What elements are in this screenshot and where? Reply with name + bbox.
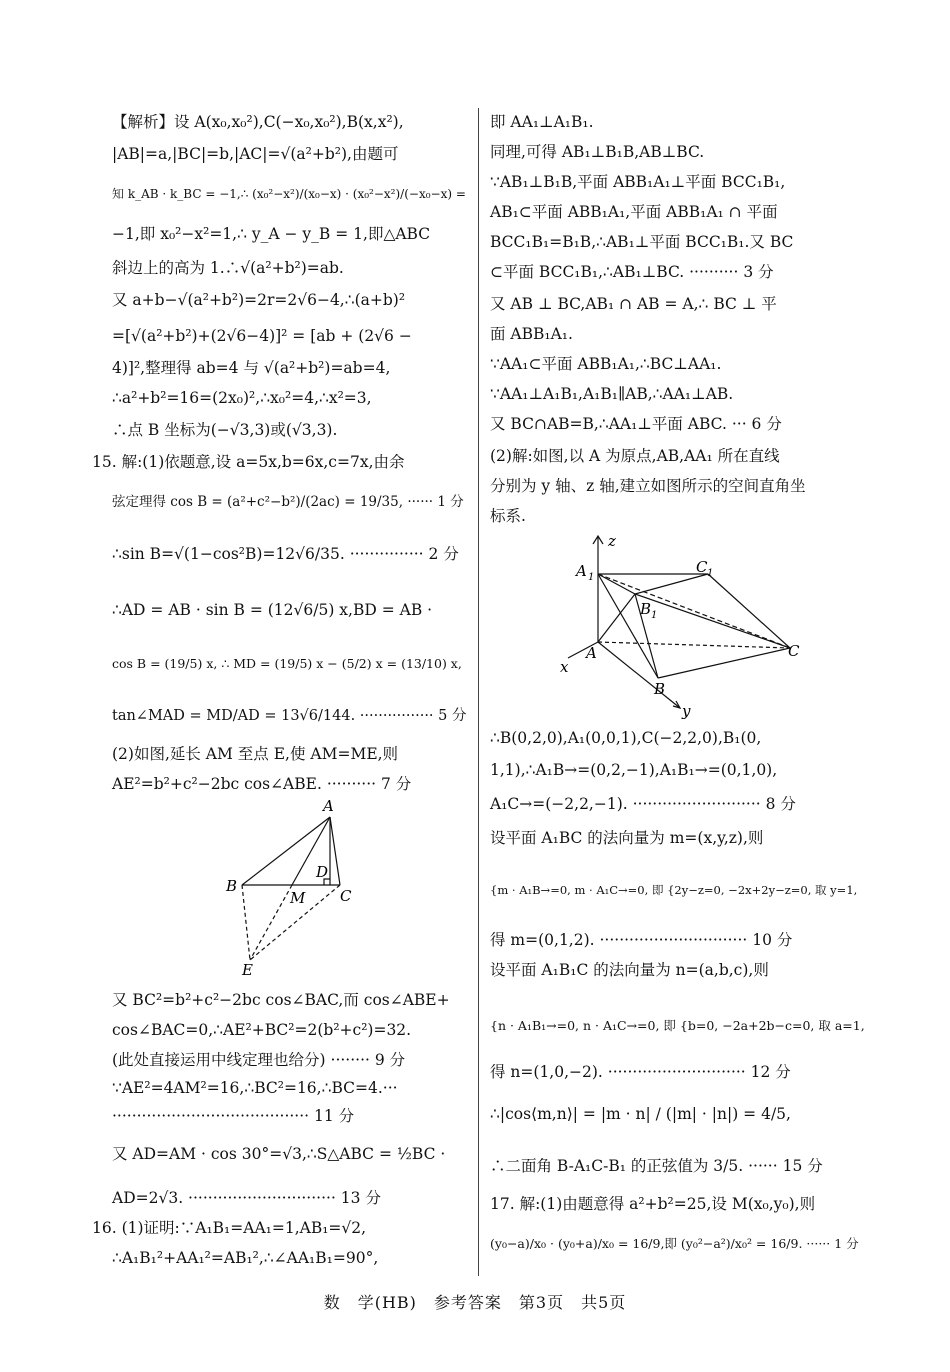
right-text-line: 设平面 A₁B₁C 的法向量为 n=(a,b,c),则 — [490, 961, 769, 979]
left-text-line: 斜边上的高为 1.∴√(a²+b²)=ab. — [112, 259, 344, 277]
left-text-line: ∴sin B=√(1−cos²B)=12√6/35. ··············· 2 分 — [112, 545, 459, 563]
right-text-line: AB₁⊂平面 ABB₁A₁,平面 ABB₁A₁ ∩ 平面 — [490, 203, 778, 221]
label-C: C — [788, 642, 800, 660]
left-text-line: 4)]²,整理得 ab=4 与 √(a²+b²)=ab=4, — [112, 359, 391, 377]
right-text-line: {m · A₁B→=0, m · A₁C→=0, 即 {2y−z=0, −2x+2y−z=0, 取 y=1, — [490, 883, 858, 897]
left-text-line: AD=2√3. ······························ 13 分 — [112, 1189, 381, 1207]
right-text-line: 即 AA₁⊥A₁B₁. — [490, 113, 594, 131]
right-text-line: A₁C→=(−2,2,−1). ·························· 8 分 — [490, 795, 796, 813]
right-text-line: ⊂平面 BCC₁B₁,∴AB₁⊥BC. ·········· 3 分 — [490, 263, 774, 281]
right-text-line: 1,1),∴A₁B→=(0,2,−1),A₁B₁→=(0,1,0), — [490, 761, 778, 779]
right-text-line: 分别为 y 轴、z 轴,建立如图所示的空间直角坐 — [490, 477, 806, 495]
left-text-line: ∴AD = AB · sin B = (12√6/5) x,BD = AB · — [112, 601, 433, 619]
right-text-line: (y₀−a)/x₀ · (y₀+a)/x₀ = 16/9,即 (y₀²−a²)/x₀² = 16/9. ······ 1 分 — [490, 1236, 859, 1251]
right-text-line: {n · A₁B₁→=0, n · A₁C→=0, 即 {b=0, −2a+2b−c=0, 取 a=1, — [490, 1018, 865, 1033]
left-text-line: 又 AD=AM · cos 30°=√3,∴S△ABC = ½BC · — [112, 1145, 446, 1163]
right-text-line: 面 ABB₁A₁. — [490, 325, 573, 343]
triangle-figure — [220, 795, 370, 980]
left-text-line: 又 a+b−√(a²+b²)=2r=2√6−4,∴(a+b)² — [112, 291, 406, 309]
right-text-line: 又 AB ⊥ BC,AB₁ ∩ AB = A,∴ BC ⊥ 平 — [490, 295, 777, 313]
left-text-line: ········································ 11 分 — [112, 1107, 355, 1125]
right-text-line: ∴|cos⟨m,n⟩| = |m · n| / (|m| · |n|) = 4/5, — [490, 1105, 791, 1123]
left-text-line: −1,即 x₀²−x²=1,∴ y_A − y_B = 1,即△ABC — [112, 225, 431, 243]
label-B1-sub: 1 — [651, 610, 658, 621]
left-text-line: ∴A₁B₁²+AA₁²=AB₁²,∴∠AA₁B₁=90°, — [112, 1249, 379, 1267]
label-B1: B — [640, 600, 652, 618]
label-A1: A — [576, 562, 587, 580]
page-footer: 数 学(HB) 参考答案 第3页 共5页 — [323, 1293, 627, 1312]
left-text-line: cos∠BAC=0,∴AE²+BC²=2(b²+c²)=32. — [112, 1021, 412, 1039]
left-text-line: ∴a²+b²=16=(2x₀)²,∴x₀²=4,∴x²=3, — [112, 389, 372, 407]
label-C: C — [340, 887, 352, 905]
right-text-line: ∴二面角 B-A₁C-B₁ 的正弦值为 3/5. ······ 15 分 — [490, 1157, 823, 1175]
right-text-line: 标系. — [490, 507, 526, 525]
left-text-line: AE²=b²+c²−2bc cos∠ABE. ·········· 7 分 — [112, 775, 412, 793]
right-text-line: 又 BC∩AB=B,∴AA₁⊥平面 ABC. ··· 6 分 — [490, 415, 782, 433]
left-text-line: (2)如图,延长 AM 至点 E,使 AM=ME,则 — [112, 745, 399, 763]
left-text-line: (此处直接运用中线定理也给分) ········ 9 分 — [112, 1051, 406, 1069]
right-text-line: BCC₁B₁=B₁B,∴AB₁⊥平面 BCC₁B₁.又 BC — [490, 233, 794, 251]
right-text-line: ∴B(0,2,0),A₁(0,0,1),C(−2,2,0),B₁(0, — [490, 729, 762, 747]
left-text-line: 15. 解:(1)依题意,设 a=5x,b=6x,c=7x,由余 — [92, 453, 405, 471]
label-C1: C — [696, 558, 708, 576]
right-text-line: (2)解:如图,以 A 为原点,AB,AA₁ 所在直线 — [490, 447, 780, 465]
label-M: M — [290, 889, 306, 907]
left-text-line: ∴点 B 坐标为(−√3,3)或(√3,3). — [112, 421, 338, 439]
label-C1-sub: 1 — [707, 568, 714, 579]
right-text-line: 得 n=(1,0,−2). ···························· 12 分 — [490, 1063, 791, 1081]
axis-y-label: y — [682, 702, 691, 720]
axis-z-label: z — [608, 532, 616, 550]
left-text-line: |AB|=a,|BC|=b,|AC|=√(a²+b²),由题可 — [112, 145, 399, 163]
label-A: A — [323, 797, 334, 815]
label-A: A — [586, 644, 597, 662]
left-text-line: 知 k_AB · k_BC = −1,∴ (x₀²−x²)/(x₀−x) · (x₀²−x²)/(−x₀−x) = — [112, 187, 466, 201]
label-D: D — [316, 863, 329, 881]
label-B: B — [654, 680, 666, 698]
column-divider — [478, 108, 479, 1276]
left-text-line: 弦定理得 cos B = (a²+c²−b²)/(2ac) = 19/35, ······ 1 分 — [112, 494, 464, 510]
right-text-line: 同理,可得 AB₁⊥B₁B,AB⊥BC. — [490, 143, 705, 161]
right-text-line: 设平面 A₁BC 的法向量为 m=(x,y,z),则 — [490, 829, 764, 847]
left-text-line: 16. (1)证明:∵A₁B₁=AA₁=1,AB₁=√2, — [92, 1219, 367, 1237]
left-text-line: cos B = (19/5) x, ∴ MD = (19/5) x − (5/2) x = (13/10) x, — [112, 656, 462, 671]
prism-figure — [560, 530, 820, 720]
left-text-line: tan∠MAD = MD/AD = 13√6/144. ················ 5 分 — [112, 708, 467, 724]
right-text-line: ∵AA₁⊥A₁B₁,A₁B₁∥AB,∴AA₁⊥AB. — [490, 385, 734, 403]
label-A1-sub: 1 — [588, 572, 595, 583]
label-B: B — [226, 877, 238, 895]
label-E: E — [242, 961, 253, 979]
right-text-line: 17. 解:(1)由题意得 a²+b²=25,设 M(x₀,y₀),则 — [490, 1195, 816, 1213]
left-text-line: ∵AE²=4AM²=16,∴BC²=16,∴BC=4.··· — [112, 1079, 398, 1097]
left-text-line: =[√(a²+b²)+(2√6−4)]² = [ab + (2√6 − — [112, 327, 412, 345]
right-text-line: ∵AB₁⊥B₁B,平面 ABB₁A₁⊥平面 BCC₁B₁, — [490, 173, 786, 191]
right-text-line: ∵AA₁⊂平面 ABB₁A₁,∴BC⊥AA₁. — [490, 355, 722, 373]
right-text-line: 得 m=(0,1,2). ······························ 10 分 — [490, 931, 793, 949]
axis-x-label: x — [560, 658, 569, 676]
left-text-line: 又 BC²=b²+c²−2bc cos∠BAC,而 cos∠ABE+ — [112, 991, 450, 1009]
left-text-line: 【解析】设 A(x₀,x₀²),C(−x₀,x₀²),B(x,x²), — [112, 113, 404, 131]
